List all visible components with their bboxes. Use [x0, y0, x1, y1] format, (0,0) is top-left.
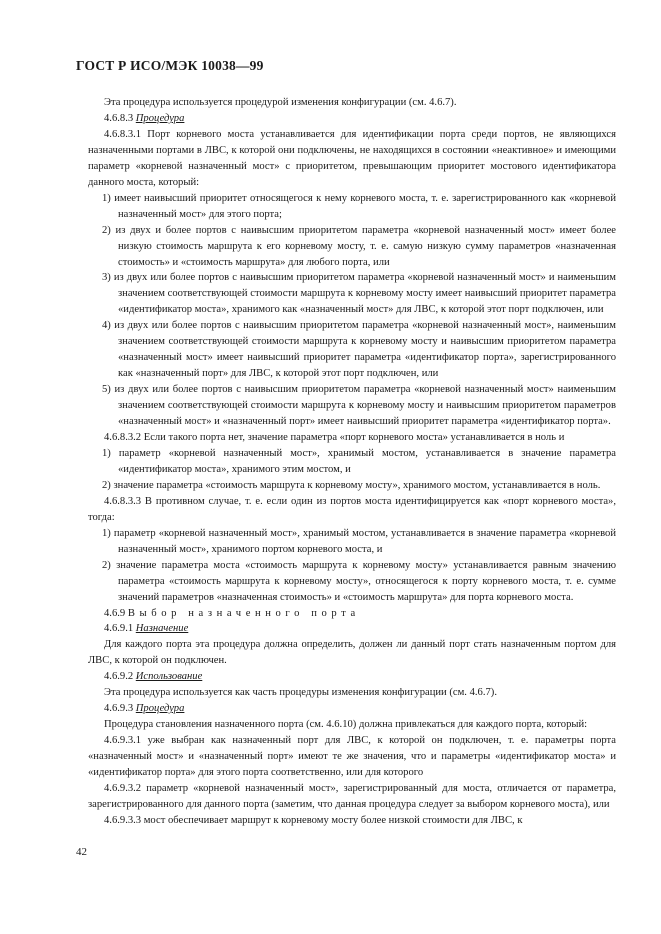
section-number: 4.6.8.3	[104, 112, 136, 124]
list-item: 4) из двух или более портов с наивысшим приоритетом параметра «корневой назначенный мост», наименьшим значением соответствующей стоимости маршрута к корневому мосту и наивысшим приоритетом параметра «назначенный мост» имеет наивысший приоритет параметра «идентификатор порта», зарегистрированного как «назначенный порт» для ЛВС, к которой этот порт подключен, или	[102, 320, 616, 380]
paragraph: 4.6.9.3.3 мост обеспечивает маршрут к корневому мосту более низкой стоимости для ЛВС, к	[104, 814, 523, 826]
paragraph: Для каждого порта эта процедура должна определить, должен ли данный порт стать назначенным портом для ЛВС, к которой он подключен.	[88, 639, 616, 667]
section-title: Назначение	[135, 623, 189, 635]
section-number: 4.6.9.3	[104, 703, 136, 715]
section-heading	[88, 701, 616, 717]
list-item: 5) из двух или более портов с наивысшим приоритетом параметра «корневой назначенный мост» наименьшим значением соответствующей стоимости маршрута к корневому мосту и наивысшим приоритетом параметров «назначенный мост» и «назначенный порт» имеет наивысший приоритет параметра «идентификатор порта».	[102, 384, 616, 428]
list-item: 1) параметр «корневой назначенный мост», хранимый мостом, устанавливается в значение параметра «идентификатор моста», хранимого этим мостом, и	[102, 447, 616, 475]
list-item: 2) из двух и более портов с наивысшим приоритетом параметра «корневой назначенный мост» имеет более низкую стоимость маршрута к его корневому мосту, т. е. самую низкую сумму параметров «назначенная стоимость» и «стоимость маршрута» для любого порта, или	[102, 224, 616, 268]
section-title: Выбор назначенного порта	[127, 607, 360, 619]
section-title: Процедура	[135, 112, 185, 124]
section-number: 4.6.9.1	[104, 623, 136, 635]
page-number: 42	[76, 846, 87, 858]
section-title: Процедура	[135, 703, 185, 715]
list-item: 2) значение параметра моста «стоимость маршрута к корневому мосту» устанавливается равным значению параметра «стоимость маршрута к корневому мосту», относящегося к порту корневого моста, т. е. сумме значений параметров «назначенная стоимость» и «стоимость маршрута» для порта корневого моста.	[102, 559, 616, 603]
paragraph: 4.6.8.3.2 Если такого порта нет, значение параметра «порт корневого моста» устанавливается в ноль и	[104, 432, 565, 444]
paragraph: 4.6.8.3.3 В противном случае, т. е. если один из портов моста идентифицируется как «порт корневого моста», тогда:	[88, 495, 616, 523]
paragraph: Эта процедура используется процедурой изменения конфигурации (см. 4.6.7).	[104, 97, 457, 108]
section-number: 4.6.9.2	[104, 671, 136, 683]
paragraph: 4.6.9.3.1 уже выбран как назначенный порт для ЛВС, к которой он подключен, т. е. параметры порта «назначенный мост» и «назначенный порт» имеют те же значения, что и параметры «идентификатор моста» и «идентификатор порта» для этого порта соответственно, или для которого	[88, 735, 616, 779]
document-header: ГОСТ Р ИСО/МЭК 10038—99	[76, 58, 264, 73]
section-heading	[88, 669, 616, 685]
list-item: 2) значение параметра «стоимость маршрута к корневому мосту», хранимого мостом, устанавливается в ноль.	[102, 479, 601, 491]
list-item: 1) параметр «корневой назначенный мост», хранимый мостом, устанавливается в значение параметра «корневой назначенный мост», хранимого портом корневого моста, и	[102, 527, 616, 555]
paragraph: Процедура становления назначенного порта (см. 4.6.10) должна привлекаться для каждого порта, который:	[104, 719, 588, 731]
section-heading	[88, 621, 616, 637]
document-body	[88, 95, 616, 829]
paragraph: 4.6.9.3.2 параметр «корневой назначенный мост», зарегистрированный для моста, отличается от параметра, зарегистрированного для данного порта (заметим, что данная процедура следует за выбором корневого моста), или	[88, 782, 616, 810]
paragraph: 4.6.8.3.1 Порт корневого моста устанавливается для идентификации порта среди портов, не являющихся назначенными портами в ЛВС, к которой они подключены, не находящихся в состоянии «неактивное» и имеющими параметр «корневой назначенный мост» с приоритетом, превышающим приоритет мостового идентификатора данного моста, который:	[88, 128, 616, 188]
paragraph: Эта процедура используется как часть процедуры изменения конфигурации (см. 4.6.7).	[104, 687, 497, 699]
list-item: 1) имеет наивысший приоритет относящегося к нему корневого моста, т. е. зарегистрированного как «корневой назначенный мост» для этого порта;	[102, 192, 616, 220]
section-heading	[88, 606, 616, 622]
section-heading	[88, 111, 616, 127]
list-item: 3) из двух или более портов с наивысшим приоритетом параметра «корневой назначенный мост» и наименьшим значением соответствующей стоимости маршрута к корневому мосту имеет наивысший приоритет параметра «идентификатор моста», хранимого как «назначенный мост» для ЛВС, к которой этот порт подключен, или	[102, 272, 616, 316]
section-number: 4.6.9	[104, 607, 128, 619]
section-title: Использование	[135, 671, 203, 683]
